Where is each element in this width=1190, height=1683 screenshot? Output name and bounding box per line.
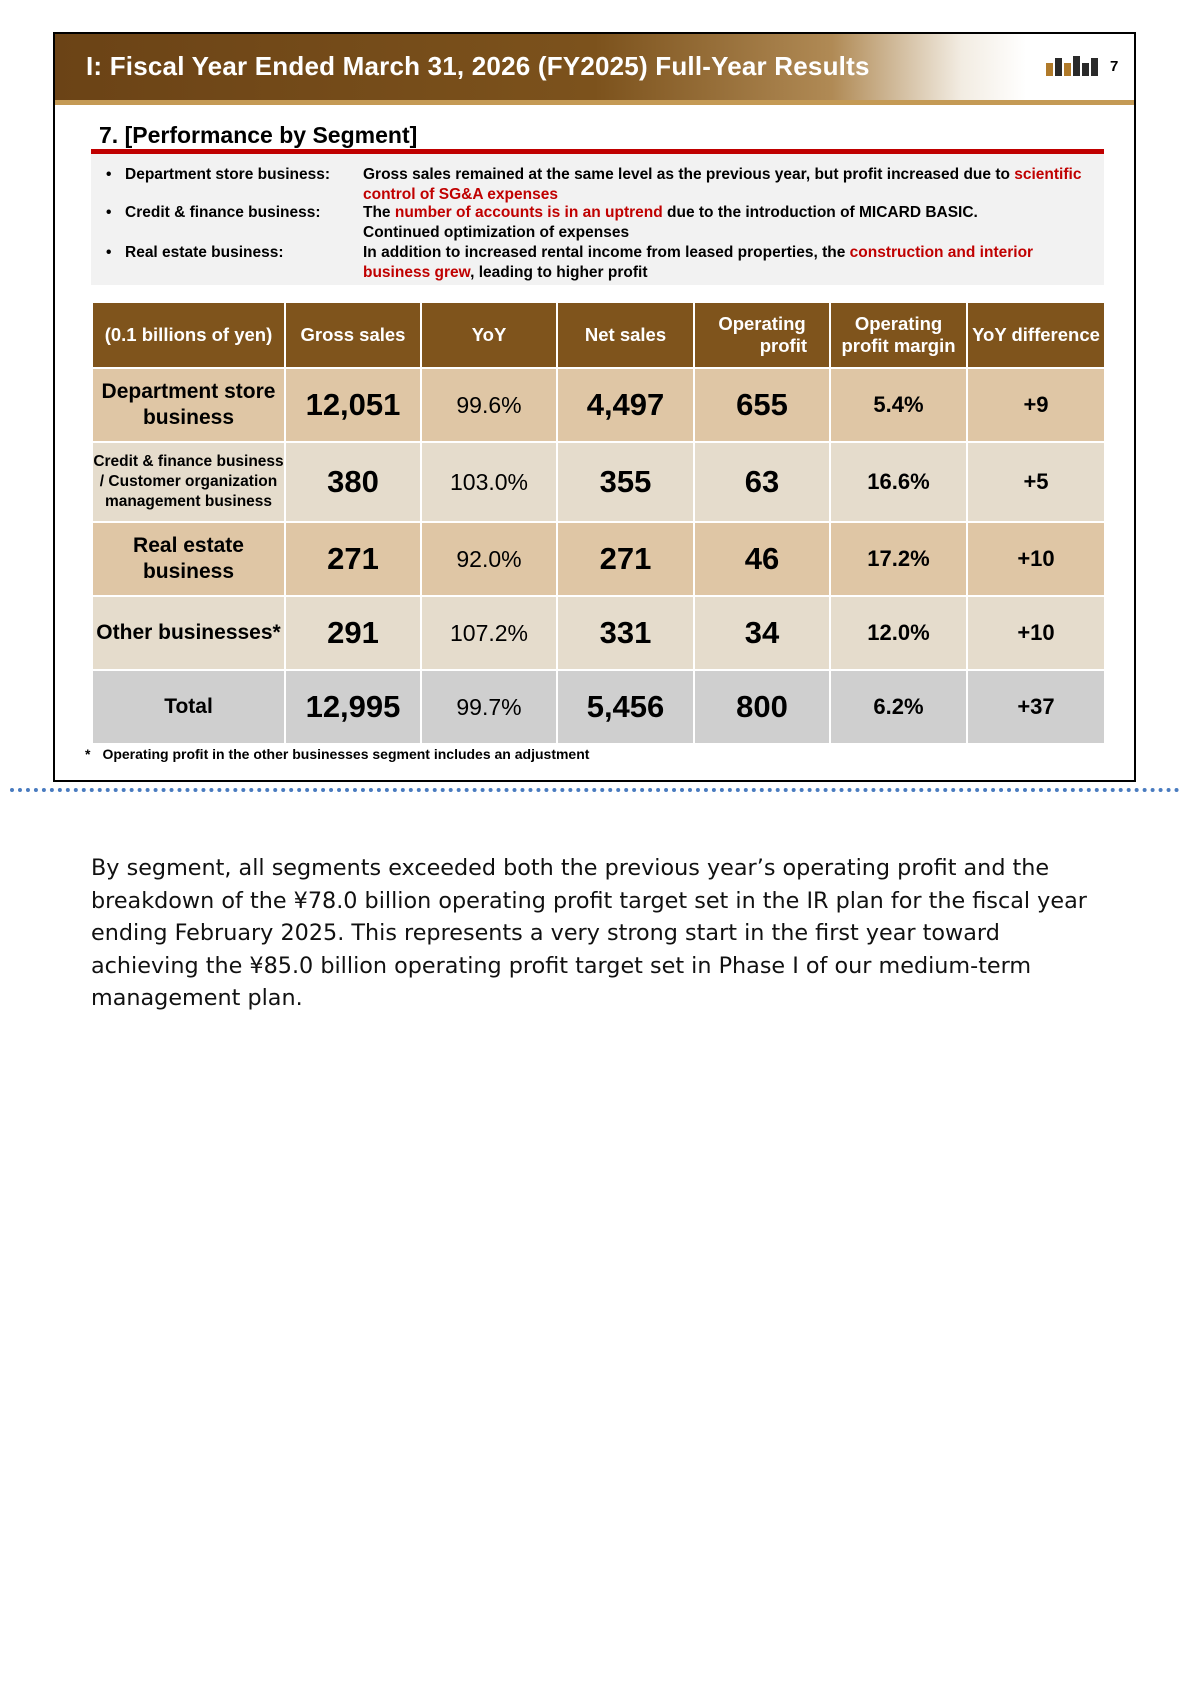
- header-line: profit: [759, 335, 807, 356]
- yoy-difference-cell: +9: [967, 368, 1105, 442]
- yoy-difference-cell: +5: [967, 442, 1105, 522]
- header-line: Operating: [718, 313, 806, 334]
- slide-title: I: Fiscal Year Ended March 31, 2026 (FY2025) Full-Year Results: [86, 51, 870, 81]
- bullet-icon: •: [106, 204, 112, 221]
- operating-margin-cell: 5.4%: [830, 368, 967, 442]
- gross-sales-cell: 380: [285, 442, 421, 522]
- slide-header: [55, 34, 1134, 100]
- gross-sales-cell: 291: [285, 596, 421, 670]
- segment-performance-table: [91, 301, 1106, 745]
- segment-name: Total: [92, 670, 285, 744]
- operating-profit-cell: 800: [694, 670, 830, 744]
- gross-sales-header: Gross sales: [285, 302, 421, 368]
- table-row: [92, 596, 1105, 670]
- bullet-icon: •: [106, 244, 112, 261]
- summary-highlight: number of accounts is in an uptrend: [394, 204, 663, 221]
- table-total-row: [92, 670, 1105, 744]
- table-footnote: [85, 746, 589, 762]
- summary-label: Real estate business:: [125, 244, 284, 261]
- summary-highlight: scientific control of SG&A expenses: [363, 166, 1082, 203]
- table-row: [92, 522, 1105, 596]
- segment-name: Department store business: [92, 368, 285, 442]
- operating-profit-header: [694, 302, 830, 368]
- gross-sales-cell: 12,995: [285, 670, 421, 744]
- summary-label: Credit & finance business:: [125, 204, 321, 221]
- yoy-cell: 99.7%: [421, 670, 557, 744]
- table-header-row: [92, 302, 1105, 368]
- header-divider: [55, 100, 1134, 105]
- footnote-text: Operating profit in the other businesses segment includes an adjustment: [102, 746, 590, 762]
- operating-margin-cell: 16.6%: [830, 442, 967, 522]
- header-line: profit margin: [841, 335, 956, 356]
- section-title: 7. [Performance by Segment]: [99, 122, 418, 148]
- segment-name: Other businesses*: [92, 596, 285, 670]
- summary-highlight: construction and interior business grew: [363, 244, 1034, 281]
- narrative-paragraph: By segment, all segments exceeded both the previous year’s operating profit and the breakdown of the ¥78.0 billion operating profit target set in the IR plan for the fiscal year ending February 2025. This represents a very strong start in the first year toward achieving the ¥85.0 billion operating profit target set in Phase I of our medium-term management plan.: [91, 855, 1087, 1011]
- yoy-difference-cell: +10: [967, 522, 1105, 596]
- segment-summary-box: [91, 154, 1104, 285]
- page-number: 7: [1110, 58, 1119, 75]
- summary-text-part: In addition to increased rental income from leased properties, the: [363, 244, 850, 261]
- summary-text: [363, 203, 1093, 243]
- summary-text: [363, 243, 1093, 283]
- segment-name: Real estate business: [92, 522, 285, 596]
- summary-text-part: , leading to higher profit: [470, 264, 648, 281]
- gross-sales-cell: 12,051: [285, 368, 421, 442]
- operating-margin-cell: 6.2%: [830, 670, 967, 744]
- operating-margin-header: [830, 302, 967, 368]
- summary-text: [363, 165, 1093, 205]
- company-logo-icon: [1046, 54, 1098, 76]
- yoy-difference-cell: +37: [967, 670, 1105, 744]
- bullet-icon: •: [106, 166, 112, 183]
- operating-profit-cell: 46: [694, 522, 830, 596]
- operating-profit-cell: 63: [694, 442, 830, 522]
- net-sales-cell: 271: [557, 522, 694, 596]
- footnote-marker: *: [85, 746, 91, 762]
- operating-margin-cell: 17.2%: [830, 522, 967, 596]
- yoy-cell: 99.6%: [421, 368, 557, 442]
- yoy-header: YoY: [421, 302, 557, 368]
- table-row: [92, 368, 1105, 442]
- summary-text-part: due to the introduction of MICARD BASIC.: [662, 204, 978, 221]
- operating-profit-cell: 34: [694, 596, 830, 670]
- yoy-difference-cell: +10: [967, 596, 1105, 670]
- net-sales-cell: 4,497: [557, 368, 694, 442]
- summary-label: Department store business:: [125, 166, 330, 183]
- net-sales-cell: 331: [557, 596, 694, 670]
- header-line: Operating: [854, 313, 943, 334]
- net-sales-cell: 5,456: [557, 670, 694, 744]
- yoy-cell: 92.0%: [421, 522, 557, 596]
- net-sales-header: Net sales: [557, 302, 694, 368]
- slide-panel: [53, 32, 1136, 782]
- yoy-cell: 103.0%: [421, 442, 557, 522]
- unit-header: (0.1 billions of yen): [92, 302, 285, 368]
- table-row: [92, 442, 1105, 522]
- summary-text-part: The: [363, 204, 395, 221]
- page-divider: [10, 788, 1180, 792]
- operating-profit-cell: 655: [694, 368, 830, 442]
- yoy-difference-header: YoY difference: [967, 302, 1105, 368]
- summary-text-part: Continued optimization of expenses: [363, 224, 630, 241]
- segment-name: Credit & finance business / Customer organization management business: [92, 442, 285, 522]
- gross-sales-cell: 271: [285, 522, 421, 596]
- operating-margin-cell: 12.0%: [830, 596, 967, 670]
- summary-text-part: Gross sales remained at the same level as the previous year, but profit increased due to: [363, 166, 1015, 183]
- yoy-cell: 107.2%: [421, 596, 557, 670]
- net-sales-cell: 355: [557, 442, 694, 522]
